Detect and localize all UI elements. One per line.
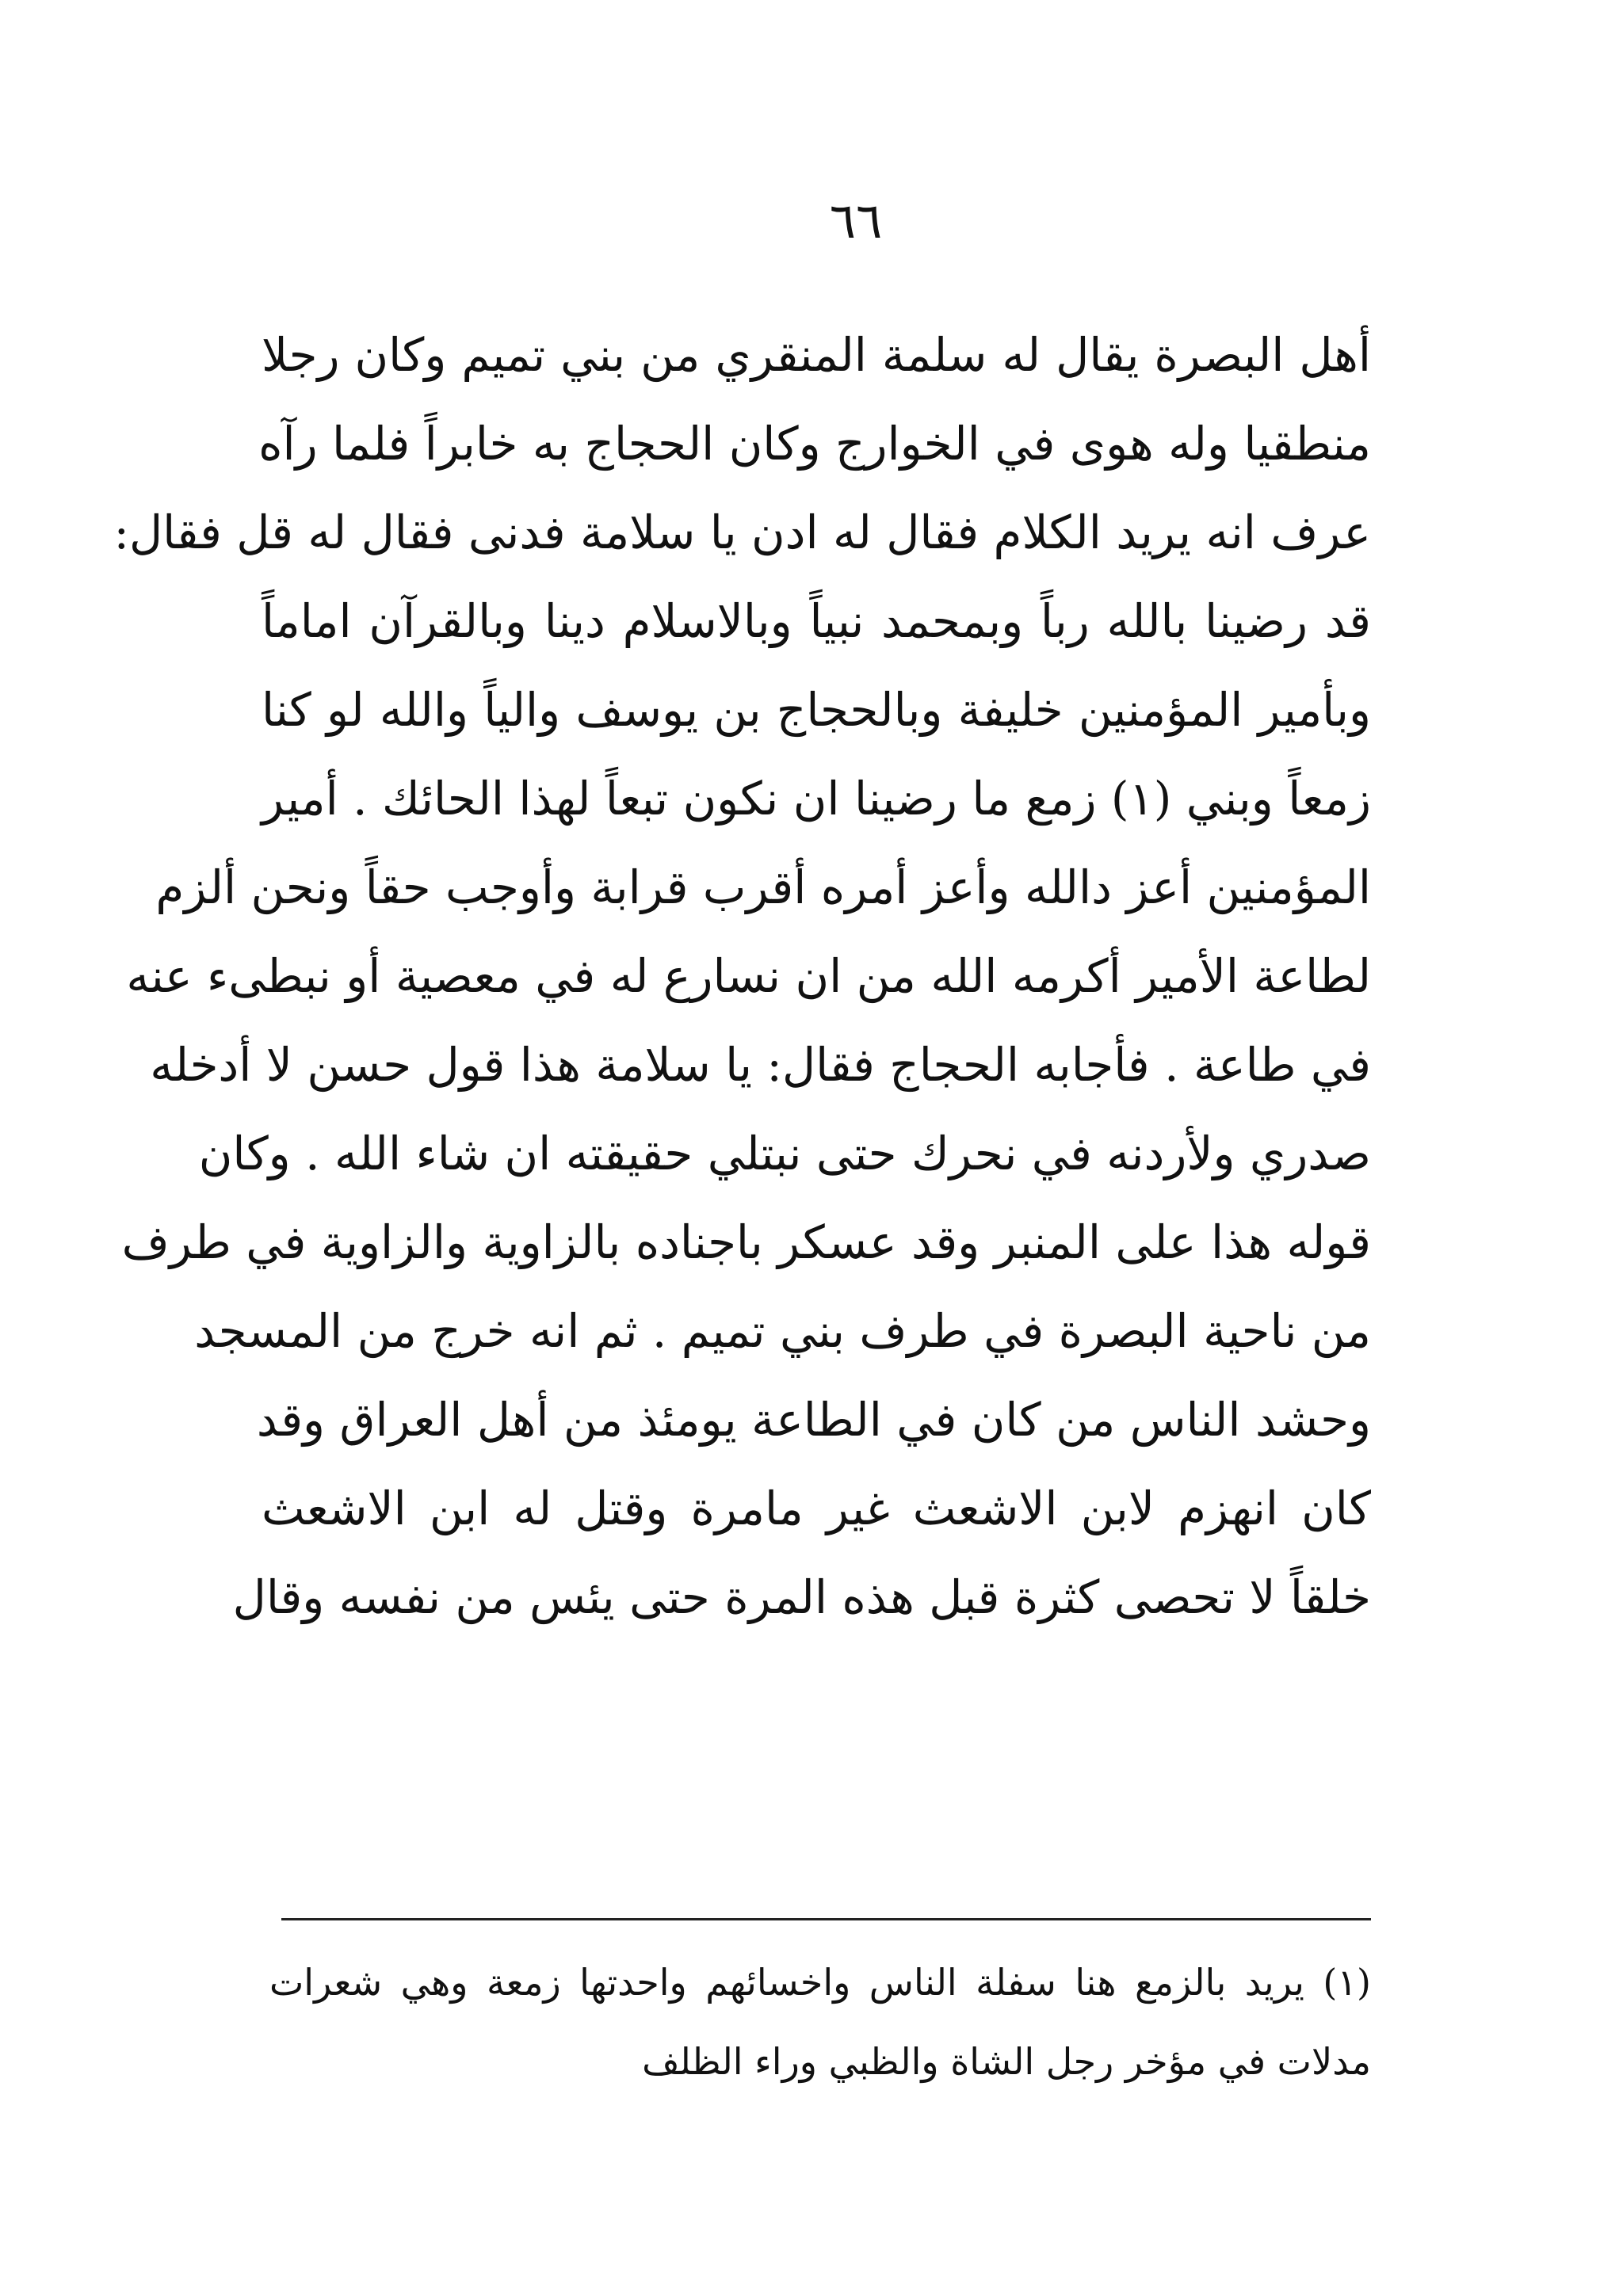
footnote-line: مدلات في مؤخر رجل الشاة والظبي وراء الظلف [642, 2040, 1371, 2083]
text-line: من ناحية البصرة في طرف بني تميم . ثم انه خرج من المسجد [194, 1304, 1371, 1358]
text-line: منطقيا وله هوى في الخوارج وكان الحجاج به خابراً فلما رآه [258, 417, 1371, 471]
text-line: المؤمنين أعز دالله وأعز أمره أقرب قرابة وأوجب حقاً ونحن ألزم [155, 860, 1371, 914]
footnote-separator [281, 1918, 1371, 1920]
text-line: قوله هذا على المنبر وقد عسكر باجناده بالزاوية والزاوية في طرف [121, 1215, 1371, 1269]
text-line: أهل البصرة يقال له سلمة المنقري من بني تميم وكان رجلا [262, 328, 1371, 382]
text-line: كان انهزم لابن الاشعث غير مامرة وقتل له ابن الاشعث [262, 1482, 1371, 1535]
main-text [113, 311, 1371, 1642]
text-line: في طاعة . فأجابه الحجاج فقال: يا سلامة هذا قول حسن لا أدخله [150, 1038, 1371, 1092]
text-line: خلقاً لا تحصى كثرة قبل هذه المرة حتى يئس من نفسه وقال [232, 1570, 1371, 1624]
text-line: وبأمير المؤمنين خليفة وبالحجاج بن يوسف والياً والله لو كنا [262, 683, 1371, 737]
text-line: قد رضينا بالله رباً وبمحمد نبياً وبالاسلام دينا وبالقرآن اماماً [262, 594, 1371, 648]
text-line: صدري ولأردنه في نحرك حتى نبتلي حقيقته ان شاء الله . وكان [198, 1127, 1371, 1180]
text-line: وحشد الناس من كان في الطاعة يومئذ من أهل العراق وقد [256, 1393, 1371, 1447]
footnote [269, 1943, 1371, 2101]
page-number: ٦٦ [829, 192, 883, 250]
text-line: عرف انه يريد الكلام فقال له ادن يا سلامة فدنى فقال له قل فقال: [113, 505, 1371, 559]
text-line: لطاعة الأمير أكرمه الله من ان نسارع له في معصية أو نبطىء عنه [126, 949, 1371, 1003]
footnote-line: (١) يريد بالزمع هنا سفلة الناس واخسائهم واحدتها زمعة وهي شعرات [269, 1961, 1371, 2004]
text-line: زمعاً وبني (١) زمع ما رضينا ان نكون تبعاً لهذا الحائك . أمير [262, 772, 1371, 826]
